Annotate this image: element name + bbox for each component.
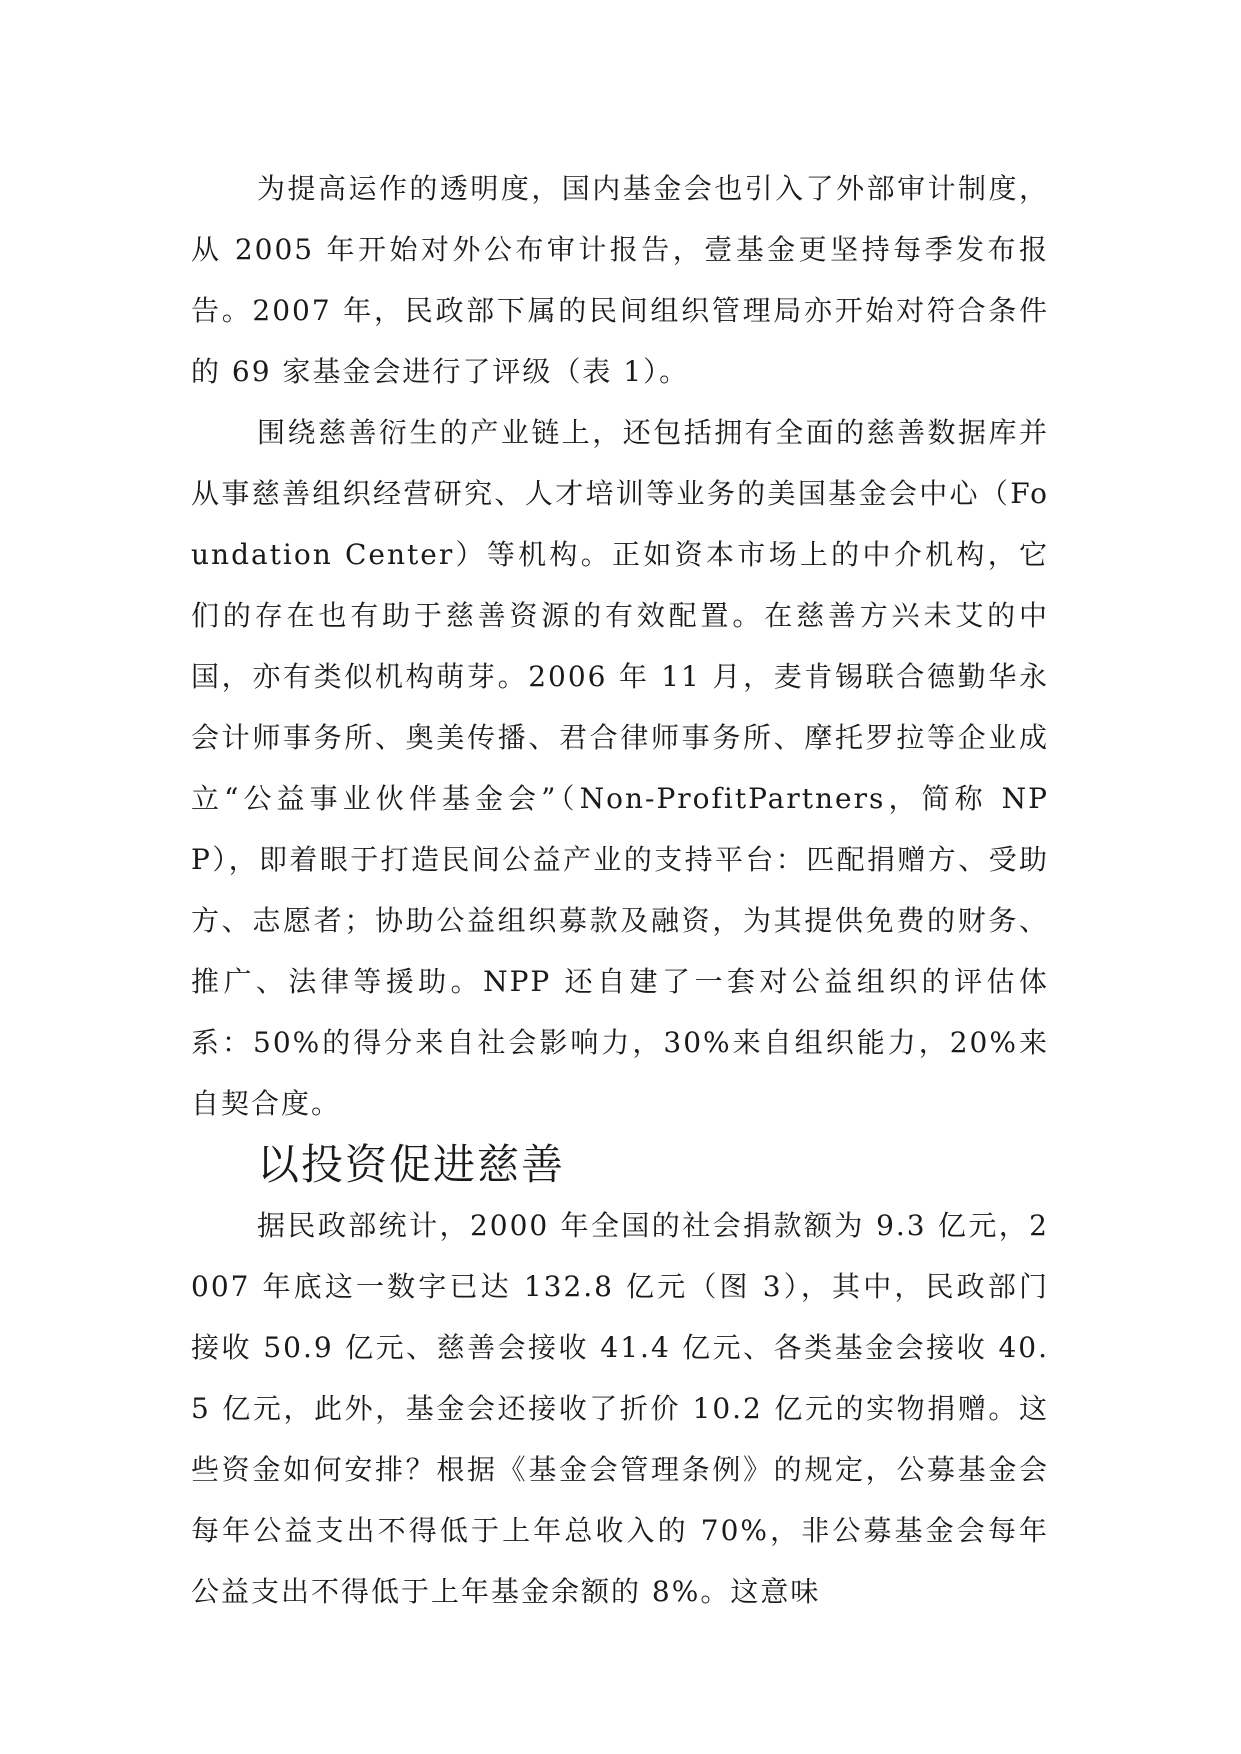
- section-heading: 以投资促进慈善: [257, 1140, 566, 1189]
- paragraph-audit-transparency: 为提高运作的透明度，国内基金会也引入了外部审计制度，从 2005 年开始对外公布审计报告，壹基金更坚持每季发布报告。2007 年，民政部下属的民间组织管理局亦开始对符合条件的 69 家基金会进行了评级（表 1）。: [191, 172, 1049, 388]
- document-body: [191, 158, 1049, 1622]
- paragraph-industry-chain: 围绕慈善衍生的产业链上，还包括拥有全面的慈善数据库并从事慈善组织经营研究、人才培训等业务的美国基金会中心（Foundation Center）等机构。正如资本市场上的中介机构，它们的存在也有助于慈善资源的有效配置。在慈善方兴未艾的中国，亦有类似机构萌芽。2006 年 11 月，麦肯锡联合德勤华永会计师事务所、奥美传播、君合律师事务所、摩托罗拉等企业成立“公益事业伙伴基金会”（Non-ProfitPartners，简称 NPP），即着眼于打造民间公益产业的支持平台：匹配捐赠方、受助方、志愿者；协助公益组织募款及融资，为其提供免费的财务、推广、法律等援助。NPP 还自建了一套对公益组织的评估体系：50%的得分来自社会影响力，30%来自组织能力，20%来自契合度。: [191, 416, 1049, 1120]
- paragraph-donation-statistics: 据民政部统计，2000 年全国的社会捐款额为 9.3 亿元，2007 年底这一数字已达 132.8 亿元（图 3），其中，民政部门接收 50.9 亿元、慈善会接收 41.4 亿元、各类基金会接收 40.5 亿元，此外，基金会还接收了折价 10.2 亿元的实物捐赠。这些资金如何安排？根据《基金会管理条例》的规定，公募基金会每年公益支出不得低于上年总收入的 70%，非公募基金会每年公益支出不得低于上年基金余额的 8%。这意味: [191, 1209, 1049, 1608]
